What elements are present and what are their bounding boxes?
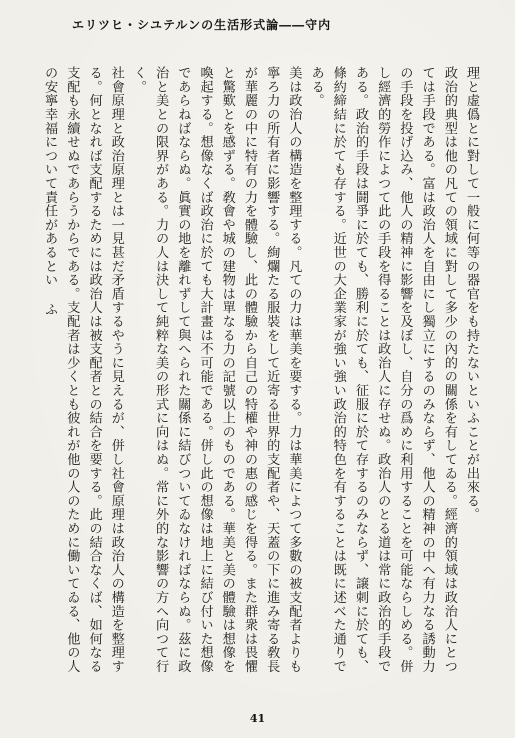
paragraph-3: 美は政治人の構造を整理する。凡ての力は華美を要する。力は華美によつて多數の被支配者よりも寧ろ力の所有者に影響する。絢爛たる服裝をして近寄る世界的支配者や、天蓋の下に進み寄る敎長が華麗の中に特有の力を體驗し、此の體驗から自己の特權や神の惠の感じを得る。また群衆は畏懼と驚歎とを感ずる。敎會や城の建物は單なる力の記號以上のものである。華美と美の體驗は想像を喚起する。想像なくば政治に於ても大計畫は不可能である。併し此の想像は地上に結び付いた想像であらねばならぬ。眞實の地を離れずして與へられた關係に結びついてゐなければならぬ。茲に政治と美との限界がある。力の人は決して純粹な美の形式に向はぬ。常に外的な影響の方へ向つて行く。 xyxy=(130,66,302,674)
paragraph-1: 理と虚僞とに對して一般に何等の器官をも持たないといふことが出來る。 xyxy=(464,66,479,522)
running-header: エリツヒ・シユテルンの生活形式論――守内 xyxy=(72,18,332,32)
paragraph-2: 政治的典型は他の凡ての領域に對して多少の內的の關係を有してゐる。經濟的領域は政治人にとつては手段である。富は政治人を自由にし獨立にするのみならず、他人の精神の中へ有力なる誘動力の手段を投げ込み、他人の精神に影響を及ぼし、自分の爲めに利用することを可能ならしめる。併し經濟的勞作によつて此の手段を得ることは政治人に存せぬ。政治人のとる道は常に政治的手段である。政治的手段は鬪爭に於ても、勝利に於ても、征服に於て存するのみならず、譲刺に於ても、條約締結に於ても存する。近世の大企業家が強い強い政治的特色を有することは既に述べた通りである。 xyxy=(308,66,457,674)
page-number: 41 xyxy=(249,712,266,725)
paragraph-4: 社會原理と政治原理とは一見甚だ矛盾するやうに見えるが、併し社會原理は政治人の構造を整理する。何となれば支配するためには政治人は被支配者との結合を要する。此の結合なくば、如何なる支配も永續せぬであらうからである。支配者は少くとも彼れが他の人のために働いてゐる、他の人の安寧幸福について責任があるとい ふ xyxy=(42,66,124,674)
body-text xyxy=(34,66,482,686)
